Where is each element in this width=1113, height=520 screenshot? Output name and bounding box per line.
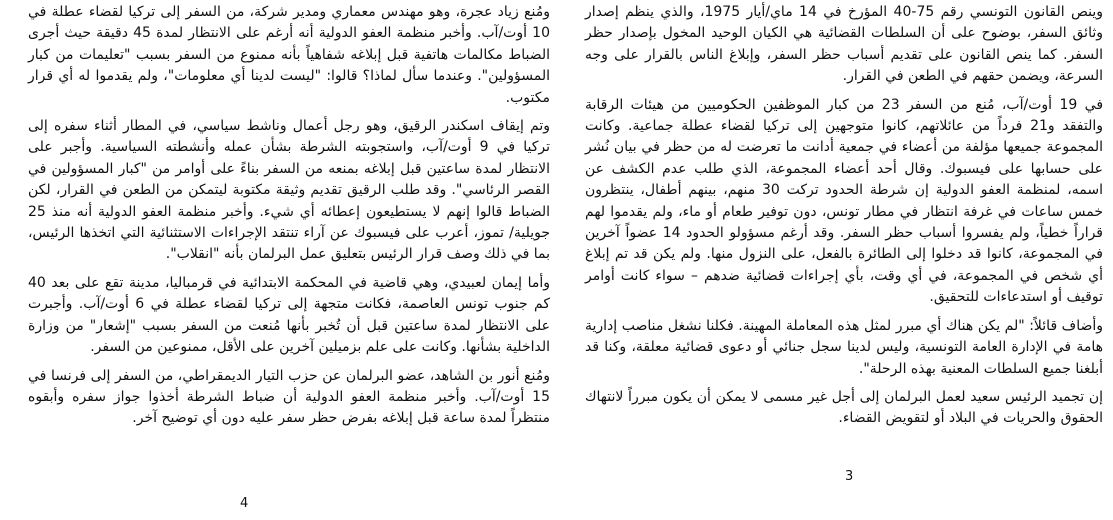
paragraph-quote: وأضاف قائلاً: "لم يكن هناك أي مبرر لمثل هذه المعاملة المهينة. فكلنا نشغل مناصب إدارية هامة في الإدارة العامة التونسية، وليس لدينا سجل جنائي أو دعوى قضائية معلقة، وكنا قد أبلغنا جميع السلطات المعنية بهذه الرحلة".: [585, 317, 1103, 377]
page-number-3: 3: [845, 469, 854, 484]
left-page-column: [28, 2, 550, 437]
paragraph-law: وينص القانون التونسي رقم 75-40 المؤرخ في 14 ماي/أيار 1975، والذي ينظم إصدار وثائق السفر، بوضوح على أن السلطات القضائية هي الكيان الوحيد المخول بإصدار حظر السفر. كما ينص القانون على تقديم أسباب حظر السفر، وإبلاغ الناس بالقرار على وجه السرعة، ويضمن حقهم في الطعن في القرار.: [585, 4, 1104, 85]
paragraph-imen-labidi: وأما إيمان لعبيدي، وهي قاضية في المحكمة الابتدائية في قرمباليا، مدينة تقع على بعد 40 كم جنوب تونس العاصمة، فكانت متجهة إلى تركيا لقضاء عطلة في 6 أوت/آب. وأجبرت على الانتظار لمدة ساعتين قبل أن تُخبر بأنها مُنعت من السفر بسبب "إشعار" من وزارة الداخلية بشأنها. وكانت على علم بزميلين آخرين على الأقل، ممنوعين من السفر.: [28, 274, 550, 356]
paragraph-skander-rekik: وتم إيقاف اسكندر الرقيق، وهو رجل أعمال وناشط سياسي، في المطار أثناء سفره إلى تركيا في 9 أوت/آب، واستجوبته الشرطة بشأن عمله وأنشطته السياسية. وأجبر على الانتظار لمدة ساعتين قبل إبلاغه بمنعه من السفر بناءً على أوامر من "كبار المسؤولين في القصر الرئاسي". وقد طلب الرقيق تقديم وثيقة مكتوبة ليتمكن من الطعن في القرار، لكن الضباط قالوا إنهم لا يستطيعون إعطائه أي شيء. وأخبر منظمة العفو الدولية أنه منذ 25 جويلية/ تموز، أعرب على فيسبوك عن آراء تنتقد الإجراءات الاستثنائية التي اتخذها الرئيس، بما في ذلك وصف قرار الرئيس بتعليق عمل البرلمان بأنه "انقلاب".: [28, 118, 550, 263]
paragraph-officials-ban: في 19 أوت/آب، مُنع من السفر 23 من كبار الموظفين الحكوميين من هيئات الرقابة والتفقد و21 فرداً من عائلاتهم، كانوا متوجهين إلى تركيا لقضاء عطلة جماعية. وكانت المجموعة جميعها مؤلفة من أعضاء في جمعية أدانت ما تعرضت له من حظر في بيان نُشر على حسابها على فيسبوك. وقال أحد أعضاء المجموعة، الذي طلب عدم الكشف عن اسمه، لمنظمة العفو الدولية إن شرطة الحدود تركت 30 منهم، بينهم أطفال، ينتظرون خمس ساعات في غرفة انتظار في مطار تونس، دون توفير طعام أو ماء، ولم يقدموا لهم قراراً خطياً، ولم يفسروا أسباب حظر السفر. وقد أرغم مسؤولو الحدود 14 عضواً آخرين في المجموعة، كانوا قد دخلوا إلى الطائرة بالفعل، على النزول منها. ولم يكن قد تم إبلاغ أي شخص في المجموعة، في أي وقت، بأي إجراءات قضائية ضدهم – سواء كانت أوامر توقيف أو استدعاءات للتحقيق.: [585, 96, 1104, 306]
paragraph-anouar-ben-chahed: ومُنع أنور بن الشاهد، عضو البرلمان عن حزب التيار الديمقراطي، من السفر إلى فرنسا في 15 أوت/آب. وأخبر منظمة العفو الدولية أن ضباط الشرطة أخذوا جواز سفره وأبقوه منتظراً لمدة ساعة قبل إبلاغه بفرض حظر سفر عليه دون أي توضيح آخر.: [28, 367, 550, 427]
paragraph-ziad-ajra: ومُنع زياد عجرة، وهو مهندس معماري ومدير شركة، من السفر إلى تركيا لقضاء عطلة في 10 أوت/آب. وأخبر منظمة العفو الدولية أنه أرغم على الانتظار لمدة 45 دقيقة حيث أجرى الضباط مكالمات هاتفية قبل إبلاغه شفاهياً بأنه ممنوع من السفر بسبب "تعليمات من كبار المسؤولين". وعندما سأل لماذا؟ قالوا: "ليست لدينا أي معلومات"، ولم يقدموا له أي قرار مكتوب.: [28, 4, 550, 106]
page-number-4: 4: [240, 496, 249, 511]
paragraph-conclusion: إن تجميد الرئيس سعيد لعمل البرلمان إلى أجل غير مسمى لا يمكن أن يكون مبرراً لانتهاك الحقوق والحريات في البلاد أو لتقويض القضاء.: [585, 388, 1103, 427]
right-page-column: [585, 2, 1103, 437]
